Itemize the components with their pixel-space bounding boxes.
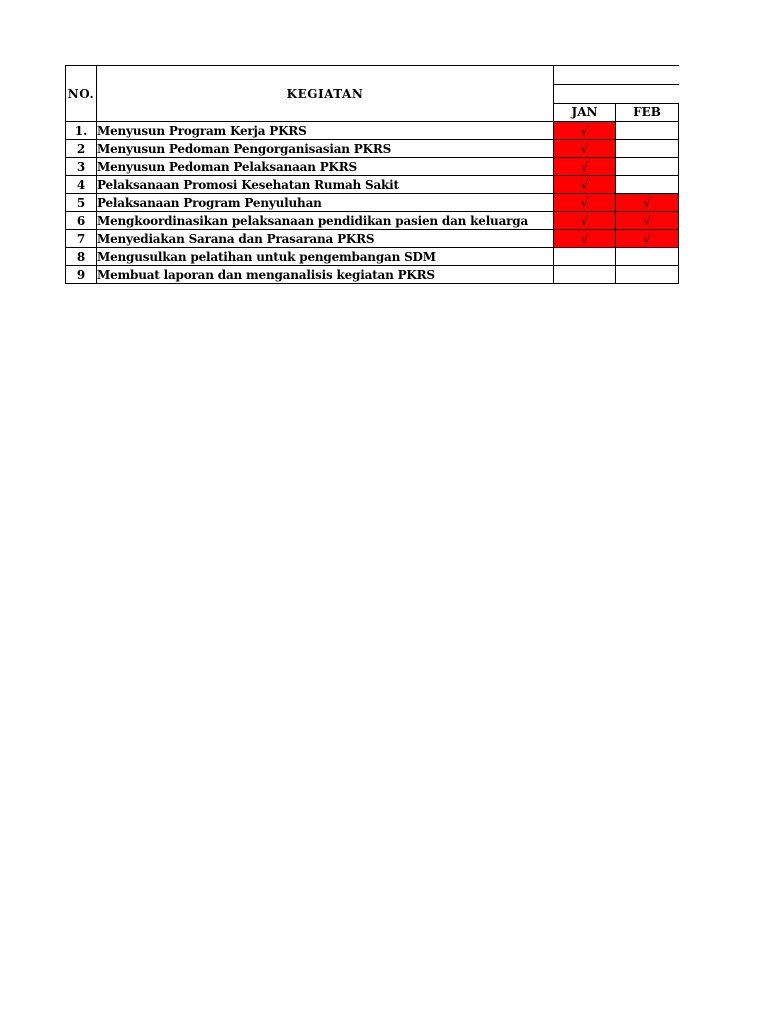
row-activity: Pelaksanaan Promosi Kesehatan Rumah Sakit [97, 176, 554, 194]
header-period-blank [554, 66, 679, 85]
cell-jan [554, 266, 616, 284]
row-number: 8 [66, 248, 97, 266]
cell-feb [616, 158, 679, 176]
cell-feb [616, 122, 679, 140]
cell-jan: √ [554, 194, 616, 212]
cell-jan: √ [554, 212, 616, 230]
cell-jan: √ [554, 158, 616, 176]
cell-feb [616, 248, 679, 266]
row-activity: Mengkoordinasikan pelaksanaan pendidikan pasien dan keluarga [97, 212, 554, 230]
cell-jan: √ [554, 230, 616, 248]
row-number: 1. [66, 122, 97, 140]
row-number: 2 [66, 140, 97, 158]
row-activity: Membuat laporan dan menganalisis kegiatan PKRS [97, 266, 554, 284]
header-no: NO. [66, 66, 97, 122]
row-number: 5 [66, 194, 97, 212]
header-activity: KEGIATAN [97, 66, 554, 122]
header-period-blank-2 [554, 85, 679, 103]
row-number: 3 [66, 158, 97, 176]
schedule-rows [66, 122, 679, 284]
table-row [66, 140, 679, 158]
cell-jan [554, 248, 616, 266]
table-row [66, 194, 679, 212]
table-row [66, 230, 679, 248]
row-activity: Menyusun Pedoman Pelaksanaan PKRS [97, 158, 554, 176]
cell-feb: √ [616, 230, 679, 248]
table-row [66, 212, 679, 230]
row-activity: Menyediakan Sarana dan Prasarana PKRS [97, 230, 554, 248]
row-number: 6 [66, 212, 97, 230]
row-activity: Pelaksanaan Program Penyuluhan [97, 194, 554, 212]
cell-jan: √ [554, 122, 616, 140]
cell-feb: √ [616, 194, 679, 212]
table-row [66, 122, 679, 140]
table-row [66, 266, 679, 284]
cell-jan: √ [554, 140, 616, 158]
table-row [66, 248, 679, 266]
cell-feb [616, 140, 679, 158]
cell-feb: √ [616, 212, 679, 230]
row-number: 4 [66, 176, 97, 194]
row-activity: Menyusun Pedoman Pengorganisasian PKRS [97, 140, 554, 158]
row-activity: Mengusulkan pelatihan untuk pengembangan SDM [97, 248, 554, 266]
cell-jan: √ [554, 176, 616, 194]
header-month-jan: JAN [554, 103, 616, 121]
row-number: 7 [66, 230, 97, 248]
table-row [66, 176, 679, 194]
schedule-table [65, 65, 679, 284]
row-number: 9 [66, 266, 97, 284]
cell-feb [616, 176, 679, 194]
cell-feb [616, 266, 679, 284]
header-month-feb: FEB [616, 103, 679, 121]
table-row [66, 158, 679, 176]
row-activity: Menyusun Program Kerja PKRS [97, 122, 554, 140]
